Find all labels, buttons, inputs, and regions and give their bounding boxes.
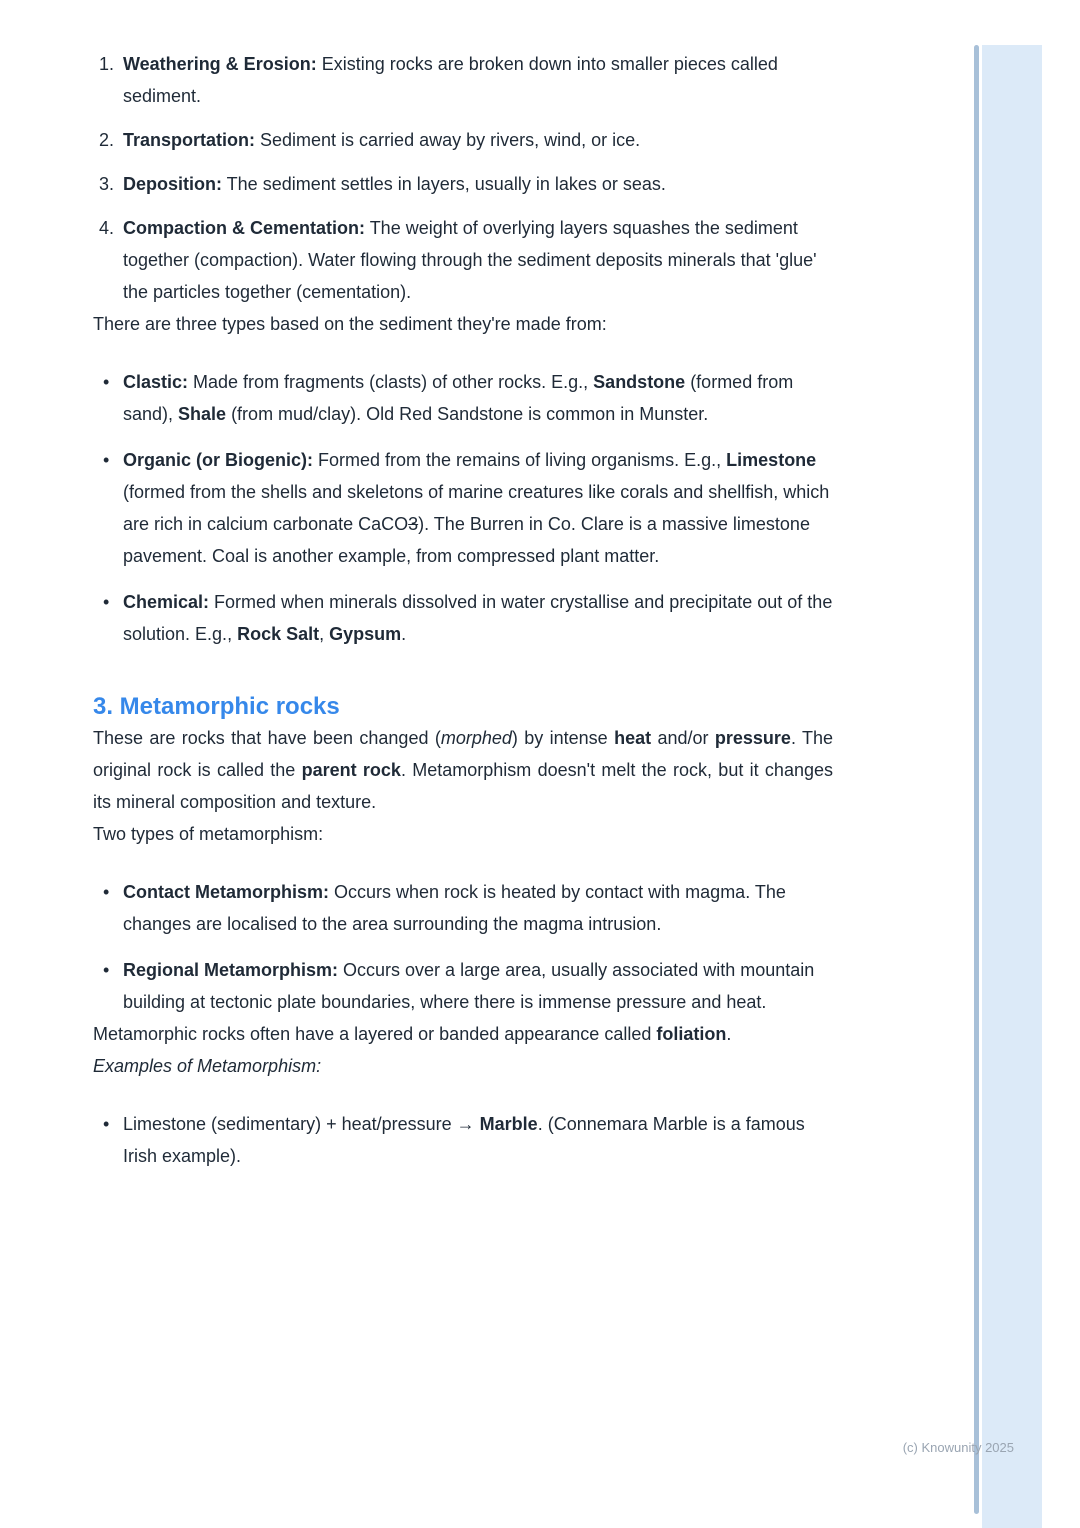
bullet-list-item [93,366,833,430]
list-item-text: Transportation: Sediment is carried away by rivers, wind, or ice. [123,130,641,150]
ordered-list-item [93,124,833,156]
bullet-list-item [93,876,833,940]
bullet-list-item [93,444,833,572]
section-heading-metamorphic-rocks: 3. Metamorphic rocks [93,693,340,720]
list-item-text: Contact Metamorphism: Occurs when rock is heated by contact with magma. The changes are localised to the area surrounding the magma intrusion. [123,882,786,934]
paragraph-two-types-label: Two types of metamorphism: [93,824,324,844]
list-number: 4. [99,218,115,238]
list-number: 2. [99,130,115,150]
list-item-text: Limestone (sedimentary) + heat/pressure → Marble. (Connemara Marble is a famous Irish example). [123,1114,805,1166]
sedimentary-rock-types-list [93,366,833,650]
paragraph-metamorphic-intro: These are rocks that have been changed (morphed) by intense heat and/or pressure. The original rock is called the parent rock. Metamorphism doesn't melt the rock, but it changes its mineral composition and texture. [93,728,834,812]
ordered-list-item [93,48,833,112]
bullet-list-item [93,1108,833,1172]
page-edge-line [974,45,979,1514]
list-item-text: Deposition: The sediment settles in layers, usually in lakes or seas. [123,174,666,194]
bullet-glyph: • [103,450,110,470]
bullet-list-item [93,586,833,650]
list-item-text: Chemical: Formed when minerals dissolved in water crystallise and precipitate out of the solution. E.g., Rock Salt, Gypsum. [123,592,833,644]
ordered-list-item [93,168,833,200]
bullet-glyph: • [103,372,110,392]
page-margin-strip [982,45,1042,1528]
bullet-glyph: • [103,592,110,612]
sedimentary-formation-steps [93,48,833,308]
list-item-text: Regional Metamorphism: Occurs over a large area, usually associated with mountain building at tectonic plate boundaries, where there is immense pressure and heat. [123,960,815,1012]
list-number: 3. [99,174,115,194]
list-item-text: Clastic: Made from fragments (clasts) of other rocks. E.g., Sandstone (formed from sand), Shale (from mud/clay). Old Red Sandstone is common in Munster. [123,372,794,424]
ordered-list-item [93,212,833,308]
paragraph-examples-label: Examples of Metamorphism: [93,1056,322,1076]
list-item-text: Weathering & Erosion: Existing rocks are broken down into smaller pieces called sediment. [123,54,778,106]
metamorphism-types-list [93,876,833,1018]
copyright-watermark: (c) Knowunity 2025 [902,1440,1014,1455]
bullet-glyph: • [103,960,110,980]
document-content [93,48,833,1172]
list-item-text: Organic (or Biogenic): Formed from the remains of living organisms. E.g., Limestone (formed from the shells and skeletons of marine creatures like corals and shellfish, which are rich in calcium carbonate CaCO3). The Burren in Co. Clare is a massive limestone pavement. Coal is another example, from compressed plant matter. [123,450,830,566]
paragraph-sediment-types-intro: There are three types based on the sediment they're made from: [93,314,607,334]
bullet-glyph: • [103,1114,110,1134]
list-number: 1. [99,54,115,74]
bullet-list-item [93,954,833,1018]
metamorphism-examples-list [93,1108,833,1172]
paragraph-foliation-note: Metamorphic rocks often have a layered or banded appearance called foliation. [93,1024,732,1044]
list-item-text: Compaction & Cementation: The weight of overlying layers squashes the sediment together (compaction). Water flowing through the sediment deposits minerals that 'glue' the particles together (cementation). [123,218,817,302]
bullet-glyph: • [103,882,110,902]
